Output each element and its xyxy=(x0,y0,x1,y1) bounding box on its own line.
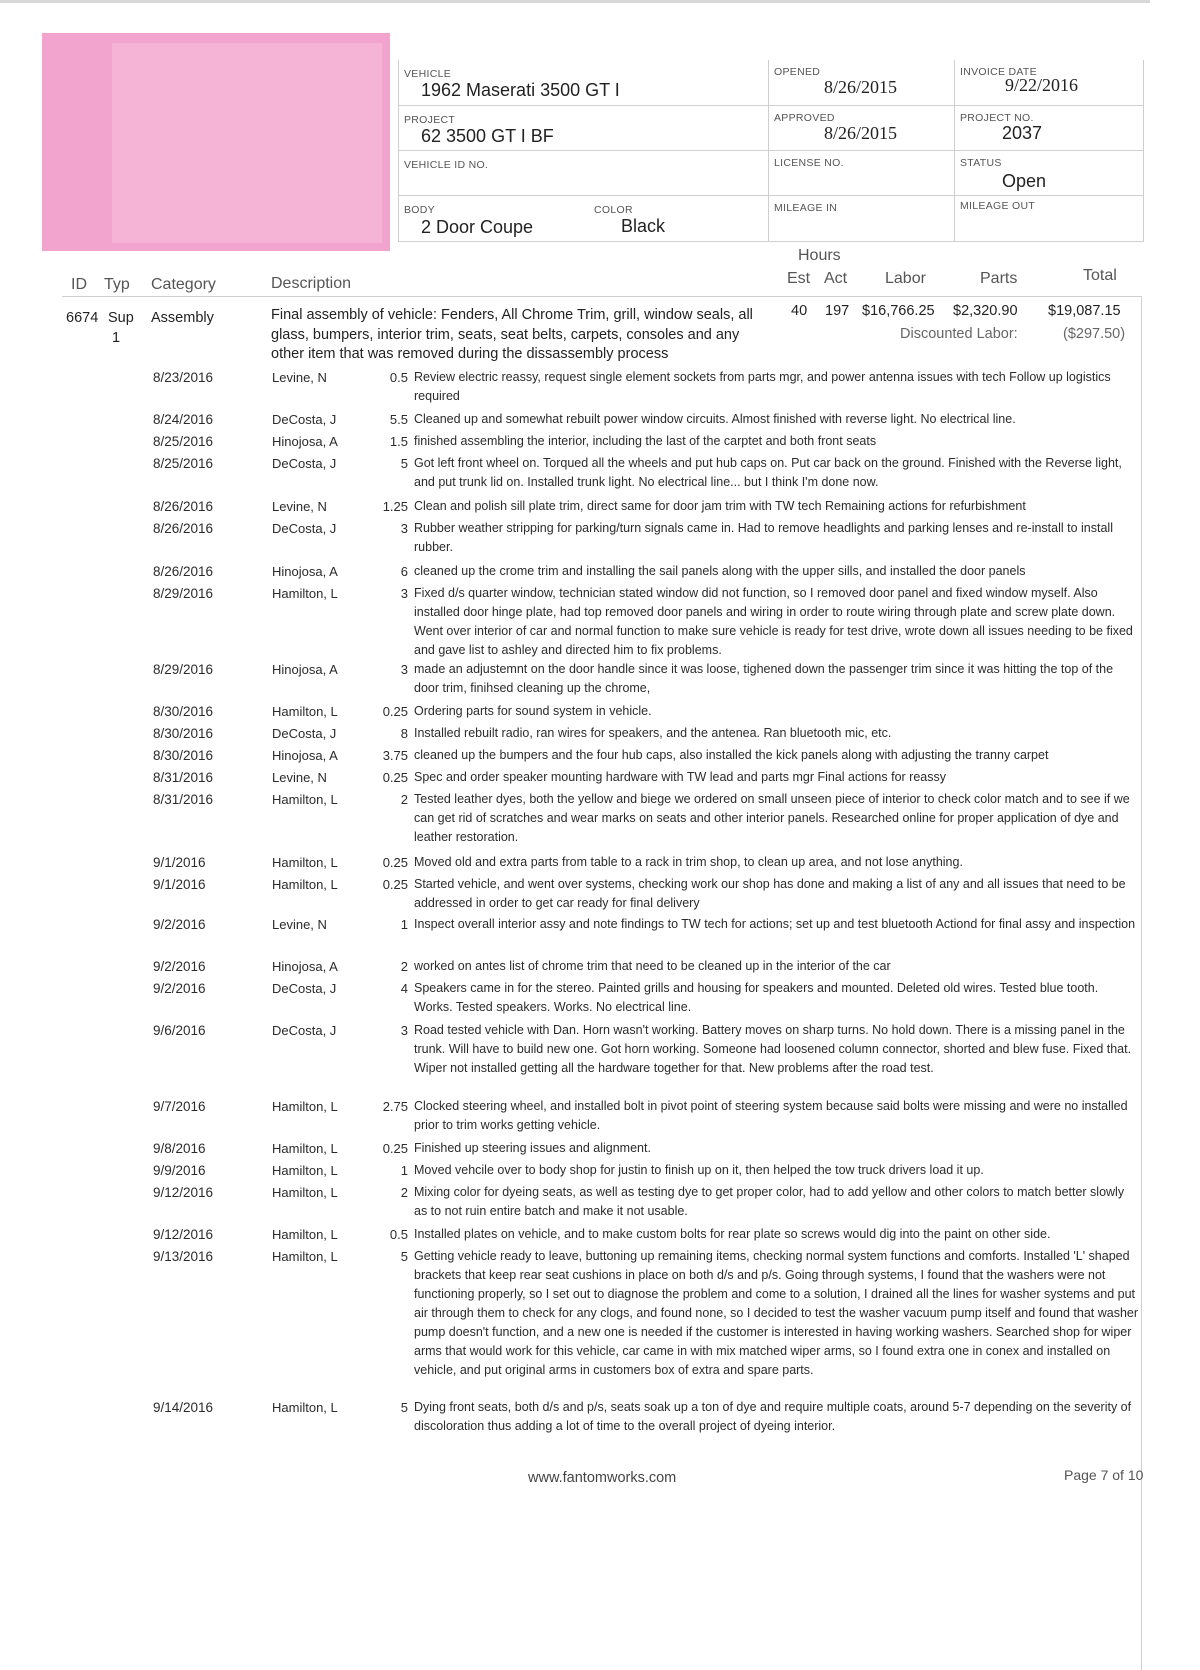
entry-hours: 0.25 xyxy=(382,855,408,870)
col-est: Est xyxy=(787,270,811,287)
mileage-out-label: MILEAGE OUT xyxy=(960,200,1036,212)
item-id: 6674 xyxy=(66,310,99,326)
color-value: Black xyxy=(621,216,666,236)
entry-date: 9/1/2016 xyxy=(153,877,206,892)
entry-date: 8/24/2016 xyxy=(153,412,214,427)
entry-hours: 5 xyxy=(400,1249,408,1264)
entry-technician: Hinojosa, A xyxy=(272,564,338,579)
entry-date: 9/7/2016 xyxy=(153,1099,206,1114)
vehicle-value: 1962 Maserati 3500 GT I xyxy=(421,80,620,100)
body-label: BODY xyxy=(404,204,435,216)
project-no-value: 2037 xyxy=(1002,123,1043,143)
entry-note: cleaned up the bumpers and the four hub caps, also installed the kick panels along with adjusting the tranny carpet xyxy=(414,748,1049,762)
approved-cell xyxy=(769,106,955,151)
entry-date: 8/29/2016 xyxy=(153,586,214,601)
entry-technician: Hamilton, L xyxy=(272,877,338,892)
entry-technician: Levine, N xyxy=(272,770,327,785)
item-typ: Sup xyxy=(108,310,134,326)
entry-date: 8/26/2016 xyxy=(153,564,214,579)
entry-technician: DeCosta, J xyxy=(272,1023,337,1038)
entry-date: 9/12/2016 xyxy=(153,1185,214,1200)
entry-date: 9/9/2016 xyxy=(153,1163,206,1178)
entry-note: made an adjustemnt on the door handle since it was loose, tighened down the passenger trim since it was hitting the top of the door trim, finihsed cleaning up the chrome, xyxy=(414,662,1114,695)
opened-label: OPENED xyxy=(774,66,821,78)
entry-technician: Hamilton, L xyxy=(272,704,338,719)
item-description: Final assembly of vehicle: Fenders, All Chrome Trim, grill, window seals, all glass, bumpers, interior trim, seats, seat belts, carpets, consoles and any other item that was removed during the dissassembly process xyxy=(271,307,753,362)
entry-hours: 5.5 xyxy=(389,412,408,427)
entry-date: 9/2/2016 xyxy=(153,917,206,932)
entry-technician: Hinojosa, A xyxy=(272,959,338,974)
entry-hours: 2 xyxy=(400,959,408,974)
status-cell xyxy=(955,151,1144,196)
status-label: STATUS xyxy=(960,157,1002,169)
entry-date: 9/1/2016 xyxy=(153,855,206,870)
project-value: 62 3500 GT I BF xyxy=(421,126,554,146)
entry-technician: DeCosta, J xyxy=(272,412,337,427)
entry-note: Clocked steering wheel, and installed bolt in pivot point of steering system because said bolts were missing and were no installed prior to trim works getting vehicle. xyxy=(414,1099,1128,1132)
entry-hours: 5 xyxy=(400,1400,408,1415)
item-labor: $16,766.25 xyxy=(862,303,935,319)
item-parts: $2,320.90 xyxy=(953,303,1018,319)
entry-date: 8/30/2016 xyxy=(153,748,214,763)
vehicle-info-grid xyxy=(398,60,1144,242)
body-value: 2 Door Coupe xyxy=(421,217,534,237)
item-est-hours: 40 xyxy=(791,303,808,319)
entry-date: 8/26/2016 xyxy=(153,521,214,536)
item-act-hours: 197 xyxy=(825,303,850,319)
entry-technician: Hamilton, L xyxy=(272,1185,338,1200)
entry-hours: 0.25 xyxy=(382,770,408,785)
entry-technician: Hamilton, L xyxy=(272,1227,338,1242)
entry-technician: DeCosta, J xyxy=(272,726,337,741)
redaction-overlay xyxy=(112,43,382,243)
entry-date: 9/13/2016 xyxy=(153,1249,214,1264)
vehicle-id-label: VEHICLE ID NO. xyxy=(404,159,489,171)
hours-heading: Hours xyxy=(798,247,841,264)
entry-note: Fixed d/s quarter window, technician stated window did not function, so I removed door panel and fixed window myself. Also installed door hinge plate, had top removed door panels and wiring in order to route wiring through plate and screw plate down. Went over interior of car and normal function to make sure vehicle is ready for test drive, wrote down all issues needing to be fixed and gave list to ashley and directed him to fix problems. xyxy=(414,586,1133,657)
body-color-cell xyxy=(399,196,769,242)
entry-technician: Levine, N xyxy=(272,917,327,932)
entry-note: Speakers came in for the stereo. Painted grills and housing for speakers and mounted. Deleted old wires. Tested blue tooth. Works. Tested speakers. Works. No electrical line. xyxy=(414,981,1099,1014)
entry-technician: Hamilton, L xyxy=(272,1249,338,1264)
entry-date: 8/25/2016 xyxy=(153,456,214,471)
entry-note: Moved vehcile over to body shop for justin to finish up on it, then helped the tow truck drivers load it up. xyxy=(414,1163,984,1177)
entry-hours: 3 xyxy=(400,521,408,536)
entry-technician: Hamilton, L xyxy=(272,1099,338,1114)
entry-note: finished assembling the interior, including the last of the carptet and both front seats xyxy=(414,434,877,448)
entry-date: 8/23/2016 xyxy=(153,370,214,385)
invoice-date-value: 9/22/2016 xyxy=(1005,75,1079,95)
entry-hours: 0.5 xyxy=(389,370,408,385)
entry-hours: 2 xyxy=(400,792,408,807)
page-number: Page 7 of 10 xyxy=(1064,1467,1144,1483)
entry-technician: Hamilton, L xyxy=(272,855,338,870)
footer-url: www.fantomworks.com xyxy=(528,1470,677,1486)
color-label: COLOR xyxy=(594,204,633,216)
entry-note: cleaned up the crome trim and installing the sail panels along with the upper sills, and installed the door panels xyxy=(414,564,1026,578)
entry-hours: 3 xyxy=(400,586,408,601)
col-id: ID xyxy=(71,276,87,293)
invoice-date-cell xyxy=(955,60,1144,106)
entry-technician: Hamilton, L xyxy=(272,1141,338,1156)
page-top-rule xyxy=(0,0,1150,3)
entry-technician: Levine, N xyxy=(272,370,327,385)
entry-date: 9/6/2016 xyxy=(153,1023,206,1038)
item-total: $19,087.15 xyxy=(1048,303,1121,319)
entry-technician: Hinojosa, A xyxy=(272,662,338,677)
entry-note: Moved old and extra parts from table to a rack in trim shop, to clean up area, and not lose anything. xyxy=(414,855,963,869)
entry-date: 8/30/2016 xyxy=(153,704,214,719)
entry-technician: Hamilton, L xyxy=(272,1163,338,1178)
entry-note: Tested leather dyes, both the yellow and biege we ordered on small unseen piece of interior to check color match and to see if we can get rid of scratches and wear marks on seats and other interior panels. Researched online for proper application of dye and leather restoration. xyxy=(414,792,1130,844)
entry-hours: 0.5 xyxy=(389,1227,408,1242)
entry-hours: 2 xyxy=(400,1185,408,1200)
entry-hours: 0.25 xyxy=(382,704,408,719)
entry-technician: Hinojosa, A xyxy=(272,748,338,763)
entry-note: worked on antes list of chrome trim that need to be cleaned up in the interior of the car xyxy=(414,959,891,973)
mileage-out-cell xyxy=(955,196,1144,242)
entry-hours: 0.25 xyxy=(382,877,408,892)
entry-note: Installed rebuilt radio, ran wires for speakers, and the antenea. Ran bluetooth mic, etc. xyxy=(414,726,892,740)
entry-hours: 1.25 xyxy=(382,499,408,514)
entry-technician: DeCosta, J xyxy=(272,521,337,536)
license-no-label: LICENSE NO. xyxy=(774,157,844,169)
entry-hours: 3 xyxy=(400,1023,408,1038)
entry-note: Installed plates on vehicle, and to make custom bolts for rear plate so screws would dig into the paint on other side. xyxy=(414,1227,1051,1241)
opened-cell xyxy=(769,60,955,106)
entry-technician: Hamilton, L xyxy=(272,1400,338,1415)
entry-note: Dying front seats, both d/s and p/s, seats soak up a ton of dye and require multiple coats, around 5-7 depending on the severity of discoloration thus adding a lot of time to the overall project of dyeing interior. xyxy=(414,1400,1132,1433)
entry-note: Inspect overall interior assy and note findings to TW tech for actions; set up and test bluetooth Actiond for final assy and inspection xyxy=(414,917,1136,931)
mileage-in-cell xyxy=(769,196,955,242)
project-no-label: PROJECT NO. xyxy=(960,112,1034,124)
right-border-line xyxy=(1141,296,1142,1670)
project-no-cell xyxy=(955,106,1144,151)
entry-date: 9/14/2016 xyxy=(153,1400,214,1415)
invoice-date-label: INVOICE DATE xyxy=(960,66,1037,78)
entry-date: 9/2/2016 xyxy=(153,959,206,974)
entry-technician: DeCosta, J xyxy=(272,981,337,996)
header-divider xyxy=(62,296,1142,297)
entry-note: Mixing color for dyeing seats, as well as testing dye to get proper color, had to add yellow and other colors to match better slowly as to not ruin entire batch and make it not usable. xyxy=(414,1185,1125,1218)
entry-hours: 8 xyxy=(400,726,408,741)
project-cell xyxy=(399,106,769,151)
col-act: Act xyxy=(824,270,848,287)
entry-hours: 0.25 xyxy=(382,1141,408,1156)
entry-technician: Hinojosa, A xyxy=(272,434,338,449)
entry-hours: 1.5 xyxy=(389,434,408,449)
entry-note: Clean and polish sill plate trim, direct same for door jam trim with TW tech Remaining actions for refurbishment xyxy=(414,499,1026,513)
col-typ: Typ xyxy=(104,276,130,293)
opened-value: 8/26/2015 xyxy=(824,77,898,97)
status-value: Open xyxy=(1002,171,1047,191)
col-parts: Parts xyxy=(980,270,1018,287)
entry-date: 8/26/2016 xyxy=(153,499,214,514)
entry-hours: 3 xyxy=(400,662,408,677)
col-description: Description xyxy=(271,275,352,292)
license-no-cell xyxy=(769,151,955,196)
entry-hours: 4 xyxy=(400,981,408,996)
entry-hours: 1 xyxy=(400,917,408,932)
entry-note: Finished up steering issues and alignment. xyxy=(414,1141,651,1155)
discount-label: Discounted Labor: xyxy=(900,326,1018,342)
mileage-in-label: MILEAGE IN xyxy=(774,202,838,214)
entry-date: 8/31/2016 xyxy=(153,770,214,785)
entry-note: Road tested vehicle with Dan. Horn wasn't working. Battery moves on sharp turns. No hold down. There is a missing panel in the trunk. Will have to build new one. Got horn working. Someone had loosened column connector, shorted and blew fuse. Fixed that. Wiper not installed getting all the hardware together for that. New problems after the road test. xyxy=(414,1023,1132,1075)
entry-date: 8/29/2016 xyxy=(153,662,214,677)
entry-note: Review electric reassy, request single element sockets from parts mgr, and power antenna issues with tech Follow up logistics required xyxy=(414,370,1111,403)
vehicle-cell xyxy=(399,60,769,106)
entry-note: Ordering parts for sound system in vehicle. xyxy=(414,704,652,718)
entry-technician: Hamilton, L xyxy=(272,586,338,601)
entry-technician: Hamilton, L xyxy=(272,792,338,807)
entry-date: 9/8/2016 xyxy=(153,1141,206,1156)
entry-note: Got left front wheel on. Torqued all the wheels and put hub caps on. Put car back on the ground. Finished with the Reverse light, and put trunk lid on. Installed trunk light. No electrical line... but I think I'm done now. xyxy=(414,456,1122,489)
approved-label: APPROVED xyxy=(774,112,835,124)
entry-date: 8/25/2016 xyxy=(153,434,214,449)
entry-note: Started vehicle, and went over systems, checking work our shop has done and making a list of any and all issues that need to be addressed in order to get car ready for final delivery xyxy=(414,877,1126,910)
entry-hours: 2.75 xyxy=(382,1099,408,1114)
entry-note: Getting vehicle ready to leave, buttoning up remaining items, checking normal system functions and comforts. Installed 'L' shaped brackets that keep rear seat cushions in place on both d/s and p/s. Going through systems, I found that the washers were not functioning properly, so I set out to diagnose the problem and come to a solution, I drained all the lines for washer systems and put air through them to check for any clogs, and found none, so I decided to test the washer vacuum pump itself and found that washer pump doesn't function, and a new one is needed if the customer is interested in having working washers. Searched shop for wiper arms that would work for this vehicle, car came in with mix matched wiper arms, so I found extra one in conex and installed on vehicle, and put original arms in customers box of extra and spare parts. xyxy=(414,1249,1139,1377)
entry-hours: 1 xyxy=(400,1163,408,1178)
item-typ-number: 1 xyxy=(112,330,121,346)
entry-hours: 3.75 xyxy=(382,748,408,763)
entry-note: Cleaned up and somewhat rebuilt power window circuits. Almost finished with reverse light. No electrical line. xyxy=(414,412,1016,426)
col-total: Total xyxy=(1083,267,1117,284)
redacted-sticky-note xyxy=(42,33,390,251)
entry-note: Spec and order speaker mounting hardware with TW lead and parts mgr Final actions for reassy xyxy=(414,770,946,784)
vehicle-id-cell xyxy=(399,151,769,196)
entry-date: 8/30/2016 xyxy=(153,726,214,741)
col-labor: Labor xyxy=(885,270,926,287)
vehicle-label: VEHICLE xyxy=(404,68,452,80)
entry-date: 9/2/2016 xyxy=(153,981,206,996)
project-label: PROJECT xyxy=(404,114,456,126)
entry-note: Rubber weather stripping for parking/turn signals came in. Had to remove headlights and parking lenses and re-install to install rubber. xyxy=(414,521,1113,554)
entry-date: 9/12/2016 xyxy=(153,1227,214,1242)
approved-value: 8/26/2015 xyxy=(824,123,898,143)
discount-value: ($297.50) xyxy=(1063,326,1126,342)
col-category: Category xyxy=(151,276,216,293)
entry-technician: Levine, N xyxy=(272,499,327,514)
item-category: Assembly xyxy=(151,310,214,326)
entry-hours: 5 xyxy=(400,456,408,471)
entry-technician: DeCosta, J xyxy=(272,456,337,471)
entry-date: 8/31/2016 xyxy=(153,792,214,807)
entry-hours: 6 xyxy=(400,564,408,579)
